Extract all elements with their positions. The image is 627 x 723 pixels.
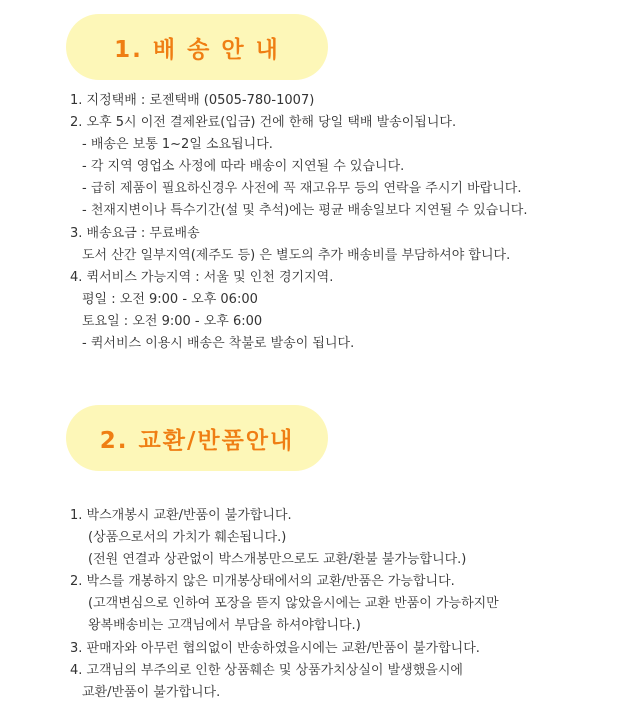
list-item: 1. 박스개봉시 교환/반품이 불가합니다. bbox=[70, 508, 292, 523]
list-item: 평일 : 오전 9:00 - 오후 06:00 bbox=[82, 291, 258, 307]
list-item: 4. 고객님의 부주의로 인한 상품훼손 및 상품가치상실이 발생했을시에 bbox=[70, 662, 463, 678]
exchange-info bbox=[70, 505, 627, 704]
list-item: (상품으로서의 가치가 훼손됩니다.) bbox=[88, 530, 287, 546]
list-item: - 퀵서비스 이용시 배송은 착불로 발송이 됩니다. bbox=[82, 336, 355, 352]
list-item: 교환/반품이 불가합니다. bbox=[82, 684, 221, 700]
list-item: 2. 박스를 개봉하지 않은 미개봉상태에서의 교환/반품은 가능합니다. bbox=[70, 574, 455, 590]
list-item: - 급히 제품이 필요하신경우 사전에 꼭 재고유무 등의 연락을 주시기 바랍니다. bbox=[82, 181, 522, 197]
list-item: (고객변심으로 인하여 포장을 뜯지 않았을시에는 교환 반품이 가능하지만 bbox=[88, 596, 499, 612]
exchange-title: 2. 교환/반품안내 bbox=[99, 427, 295, 454]
list-item: - 배송은 보통 1~2일 소요됩니다. bbox=[82, 137, 273, 153]
list-item: 2. 오후 5시 이전 결제완료(입금) 건에 한해 당일 택배 발송이됩니다. bbox=[70, 115, 457, 131]
list-item: (전원 연결과 상관없이 박스개봉만으로도 교환/환불 불가능합니다.) bbox=[88, 552, 467, 568]
list-item: 3. 배송요금 : 무료배송 bbox=[70, 225, 200, 241]
list-item: 4. 퀵서비스 가능지역 : 서울 및 인천 경기지역. bbox=[70, 269, 334, 285]
list-item: - 천재지변이나 특수기간(설 및 추석)에는 평균 배송일보다 지연될 수 있습니다. bbox=[82, 203, 528, 219]
list-item: - 각 지역 영업소 사정에 따라 배송이 지연될 수 있습니다. bbox=[82, 159, 405, 175]
list-item: 도서 산간 일부지역(제주도 등) 은 별도의 추가 배송비를 부담하셔야 합니다. bbox=[82, 247, 511, 263]
list-item: 왕복배송비는 고객님에서 부담을 하셔야합니다.) bbox=[88, 618, 361, 634]
shipping-heading bbox=[66, 14, 328, 80]
shipping-info bbox=[70, 90, 627, 355]
shipping-title: 1. 배 송 안 내 bbox=[114, 36, 280, 63]
exchange-heading bbox=[66, 405, 328, 471]
list-item: 토요일 : 오전 9:00 - 오후 6:00 bbox=[82, 313, 263, 329]
list-item: 3. 판매자와 아무런 협의없이 반송하였을시에는 교환/반품이 불가합니다. bbox=[70, 640, 480, 656]
list-item: 1. 지정택배 : 로젠택배 (0505-780-1007) bbox=[70, 93, 315, 108]
